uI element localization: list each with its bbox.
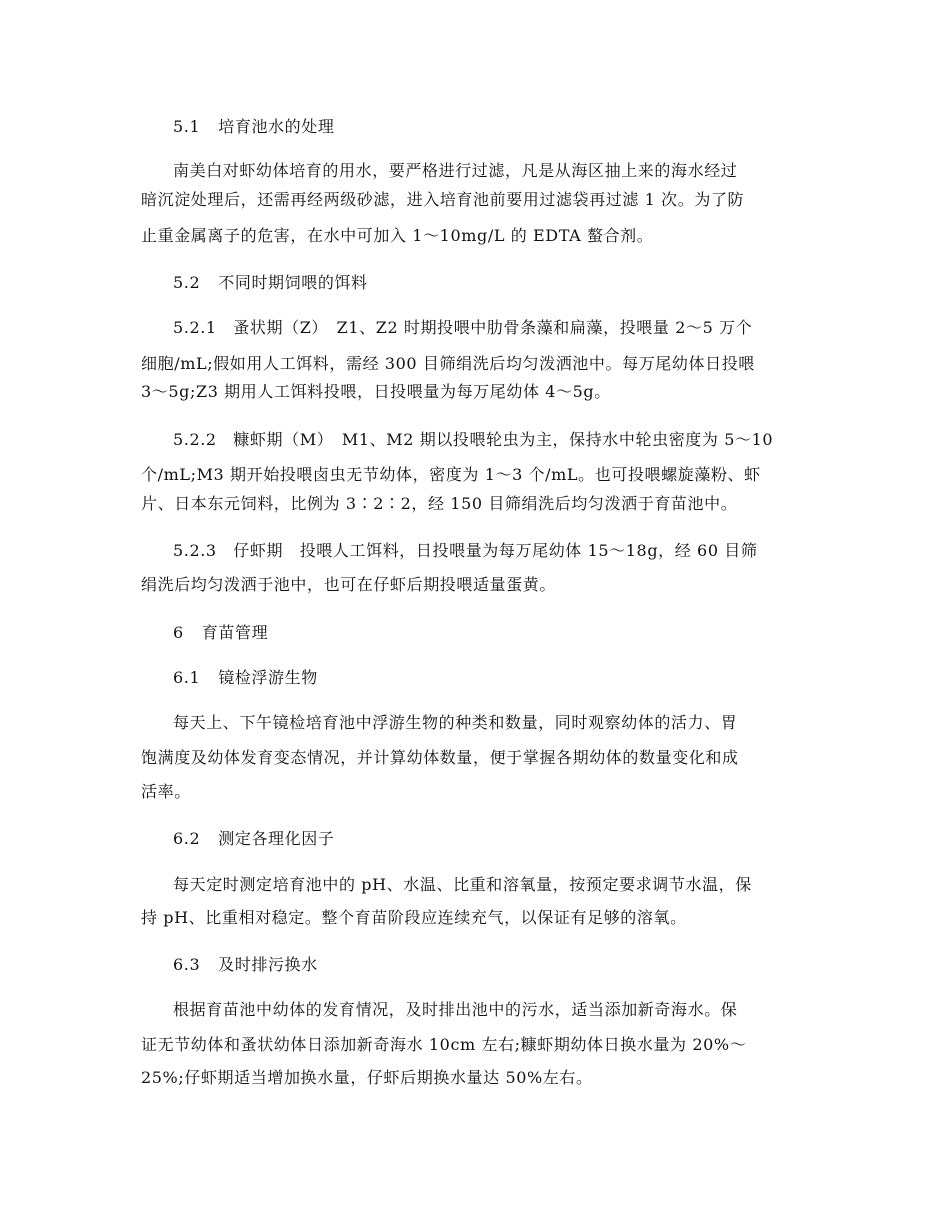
paragraph-line: 持 pH、比重相对稳定。整个育苗阶段应连续充气，以保证有足够的溶氧。 xyxy=(141,908,687,927)
heading-title: 育苗管理 xyxy=(201,623,269,642)
paragraph-line: 片、日本东元饲料，比例为 3∶2∶2，经 150 目筛绢洗后均匀泼洒于育苗池中。 xyxy=(141,494,738,513)
paragraph-line: 证无节幼体和蚤状幼体日添加新奇海水 10cm 左右;糠虾期幼体日换水量为 20%～ xyxy=(141,1035,747,1054)
heading-6 xyxy=(173,623,268,643)
heading-6-1 xyxy=(173,668,318,688)
paragraph-line: 每天定时测定培育池中的 pH、水温、比重和溶氧量，按预定要求调节水温，保 xyxy=(173,875,752,894)
paragraph-line: 5.2.1 蚤状期（Z） Z1、Z2 时期投喂中肋骨条藻和扁藻，投喂量 2～5 万个 xyxy=(173,318,753,337)
heading-6-3 xyxy=(173,955,318,975)
heading-title: 培育池水的处理 xyxy=(218,117,335,136)
paragraph-line: 绢洗后均匀泼洒于池中，也可在仔虾后期投喂适量蛋黄。 xyxy=(141,575,557,594)
heading-number: 5.2 xyxy=(173,273,201,292)
heading-5-2 xyxy=(173,273,368,293)
heading-title: 测定各理化因子 xyxy=(218,829,335,848)
heading-title: 及时排污换水 xyxy=(218,955,318,974)
paragraph-line: 暗沉淀处理后，还需再经两级砂滤，进入培育池前要用过滤袋再过滤 1 次。为了防 xyxy=(141,190,745,209)
paragraph-line: 25%;仔虾期适当增加换水量，仔虾后期换水量达 50%左右。 xyxy=(141,1068,593,1087)
paragraph-line: 个/mL;M3 期开始投喂卤虫无节幼体，密度为 1～3 个/mL。也可投喂螺旋藻粉、虾 xyxy=(141,465,761,484)
heading-number: 6 xyxy=(173,623,184,642)
heading-number: 5.1 xyxy=(173,117,201,136)
paragraph-line: 5.2.2 糠虾期（M） M1、M2 期以投喂轮虫为主，保持水中轮虫密度为 5～10 xyxy=(173,430,774,449)
heading-title: 镜检浮游生物 xyxy=(218,668,318,687)
paragraph-line: 细胞/mL;假如用人工饵料，需经 300 目筛绢洗后均匀泼洒池中。每万尾幼体日投喂 xyxy=(141,354,755,373)
heading-number: 6.1 xyxy=(173,668,201,687)
paragraph-line: 南美白对虾幼体培育的用水，要严格进行过滤，凡是从海区抽上来的海水经过 xyxy=(173,161,738,180)
heading-title: 不同时期饲喂的饵料 xyxy=(218,273,368,292)
paragraph-line: 每天上、下午镜检培育池中浮游生物的种类和数量，同时观察幼体的活力、胃 xyxy=(173,713,738,732)
heading-6-2 xyxy=(173,829,334,849)
paragraph-line: 5.2.3 仔虾期 投喂人工饵料，日投喂量为每万尾幼体 15～18g，经 60 目筛 xyxy=(173,541,758,560)
paragraph-line: 3～5g;Z3 期用人工饵料投喂，日投喂量为每万尾幼体 4～5g。 xyxy=(141,382,611,401)
paragraph-line: 根据育苗池中幼体的发育情况，及时排出池中的污水，适当添加新奇海水。保 xyxy=(173,1000,738,1019)
heading-5-1 xyxy=(173,117,334,137)
paragraph-line: 止重金属离子的危害，在水中可加入 1～10mg/L 的 EDTA 螯合剂。 xyxy=(141,226,654,245)
heading-number: 6.3 xyxy=(173,955,201,974)
paragraph-line: 活率。 xyxy=(141,782,191,801)
heading-number: 6.2 xyxy=(173,829,201,848)
paragraph-line: 饱满度及幼体发育变态情况，并计算幼体数量，便于掌握各期幼体的数量变化和成 xyxy=(141,748,739,767)
